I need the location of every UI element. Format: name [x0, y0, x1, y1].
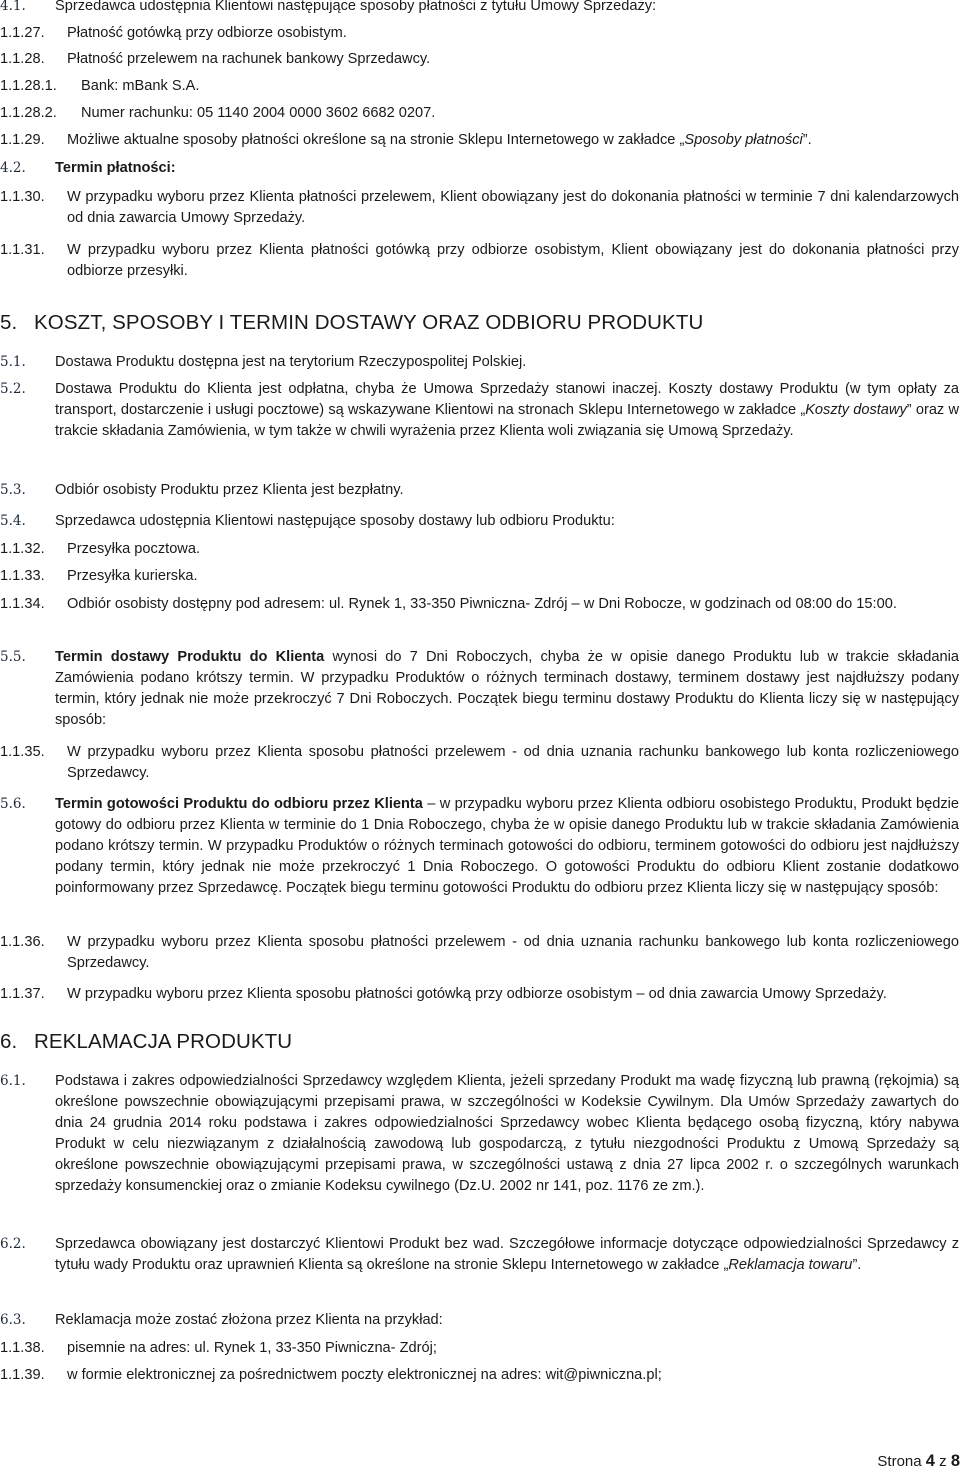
clause-text: Płatność gotówką przy odbiorze osobistym. [67, 25, 347, 41]
clause-text: W przypadku wyboru przez Klienta płatności przelewem, Klient obowiązany jest do dokonania płatności w terminie 7 dni kalendarzowych od dnia zawarcia Umowy Sprzedaży. [67, 189, 959, 226]
section-number: 6. [0, 1030, 18, 1053]
section-title: KOSZT, SPOSOBY I TERMIN DOSTAWY ORAZ ODBIORU PRODUKTU [34, 311, 704, 334]
clause-text: W przypadku wyboru przez Klienta płatności gotówką przy odbiorze osobistym, Klient obowiązany jest do dokonania płatności przy odbiorze przesyłki. [67, 242, 959, 279]
clause-text: Bank: mBank S.A. [81, 78, 200, 94]
clause-text: Sprzedawca udostępnia Klientowi następujące sposoby płatności z tytułu Umowy Sprzedaży: [55, 0, 657, 14]
clause-heading: Termin płatności: [55, 160, 176, 176]
clause-number: 1.1.33. [0, 568, 45, 584]
clause-number: 1.1.35. [0, 744, 45, 760]
clause-text: Dostawa Produktu dostępna jest na terytorium Rzeczypospolitej Polskiej. [55, 354, 527, 370]
clause-number: 1.1.29. [0, 132, 45, 148]
clause-number: 5.1. [0, 354, 26, 370]
clause-number: 1.1.32. [0, 541, 45, 557]
clause-text: w formie elektronicznej za pośrednictwem poczty elektronicznej na adres: wit@piwniczna.pl; [67, 1367, 662, 1383]
clause-text: W przypadku wyboru przez Klienta sposobu płatności przelewem - od dnia uznania rachunku bankowego lub konta rozliczeniowego Sprzedawcy. [67, 744, 959, 781]
clause-number: 5.6. [0, 796, 26, 812]
section-5-heading [0, 311, 703, 335]
total-pages: 8 [950, 1452, 960, 1470]
clause-number: 5.5. [0, 649, 26, 665]
clause-number: 1.1.30. [0, 189, 45, 205]
clause-text: pisemnie na adres: ul. Rynek 1, 33-350 Piwniczna- Zdrój; [67, 1340, 437, 1356]
clause-number: 1.1.28.2. [0, 105, 57, 121]
clause-number: 5.2. [0, 381, 26, 397]
clause-number: 6.1. [0, 1073, 26, 1089]
footer-label: Strona [877, 1453, 922, 1470]
clause-text: Sprzedawca udostępnia Klientowi następujące sposoby dostawy lub odbioru Produktu: [55, 513, 615, 529]
link-sposoby-platnosci[interactable]: Sposoby płatności [684, 132, 803, 148]
footer-separator: z [939, 1453, 947, 1470]
clause-number: 5.4. [0, 513, 26, 529]
clause-text: Odbiór osobisty dostępny pod adresem: ul. Rynek 1, 33-350 Piwniczna- Zdrój – w Dni Robocze, w godzinach od 08:00 do 15:00. [67, 596, 897, 612]
clause-number: 1.1.31. [0, 242, 45, 258]
clause-number: 1.1.34. [0, 596, 45, 612]
clause-text: W przypadku wyboru przez Klienta sposobu płatności gotówką przy odbiorze osobistym – od dnia zawarcia Umowy Sprzedaży. [67, 986, 887, 1002]
section-title: REKLAMACJA PRODUKTU [34, 1030, 293, 1053]
clause-text: W przypadku wyboru przez Klienta sposobu płatności przelewem - od dnia uznania rachunku bankowego lub konta rozliczeniowego Sprzedawcy. [67, 934, 959, 971]
current-page: 4 [925, 1452, 935, 1470]
clause-text: Płatność przelewem na rachunek bankowy Sprzedawcy. [67, 51, 431, 67]
clause-text: Sprzedawca obowiązany jest dostarczyć Klientowi Produkt bez wad. Szczegółowe informacje dotyczące odpowiedzialności Sprzedawcy z tytułu wady Produktu oraz uprawnień Klienta są określone na stronie Sklepu Internetowego w zakładce „Reklamacja towaru”. [55, 1236, 959, 1273]
clause-number: 1.1.28.1. [0, 78, 57, 94]
clause-number: 4.1. [0, 0, 26, 14]
clause-number: 1.1.39. [0, 1367, 45, 1383]
link-reklamacja-towaru[interactable]: Reklamacja towaru [728, 1257, 853, 1273]
page-footer [877, 1451, 960, 1472]
clause-number: 1.1.27. [0, 25, 45, 41]
clause-text: Reklamacja może zostać złożona przez Klienta na przykład: [55, 1312, 443, 1328]
clause-number: 5.3. [0, 482, 26, 498]
clause-text: Możliwe aktualne sposoby płatności określone są na stronie Sklepu Internetowego w zakładce „Sposoby płatności”. [67, 132, 812, 148]
clause-text: Numer rachunku: 05 1140 2004 0000 3602 6682 0207. [81, 105, 436, 121]
clause-number: 1.1.38. [0, 1340, 45, 1356]
section-number: 5. [0, 311, 18, 334]
clause-text: Przesyłka kurierska. [67, 568, 198, 584]
link-koszty-dostawy[interactable]: Koszty dostawy [805, 402, 907, 418]
clause-text: Dostawa Produktu do Klienta jest odpłatna, chyba że Umowa Sprzedaży stanowi inaczej. Koszty dostawy Produktu (w tym opłaty za transport, dostarczenie i usługi pocztowe) są wskazywane Klientowi na stronach Sklepu Internetowego w zakładce „Koszty dostawy” oraz w trakcie składania Zamówienia, w tym także w chwili wyrażenia przez Klienta woli związania się Umową Sprzedaży. [55, 381, 959, 439]
clause-text: Podstawa i zakres odpowiedzialności Sprzedawcy względem Klienta, jeżeli sprzedany Produkt ma wadę fizyczną lub prawną (rękojmia) są określone powszechnie obowiązującymi przepisami prawa, w szczególności w Kodeksie Cywilnym. Dla Umów Sprzedaży zawartych do dnia 24 grudnia 2014 roku podstawa i zakres odpowiedzialności Sprzedawcy wobec Klienta będącego osobą fizyczną, który nabywa Produkt w celu niezwiązanym z działalnością zawodową lub gospodarczą, z tytułu niezgodności Produktu z Umową Sprzedaży są określone powszechnie obowiązującymi przepisami prawa, w szczególności ustawą z dnia 27 lipca 2002 r. o szczególnych warunkach sprzedaży konsumenckiej oraz o zmianie Kodeksu cywilnego (Dz.U. 2002 nr 141, poz. 1176 ze zm.). [55, 1073, 959, 1194]
clause-number: 6.2. [0, 1236, 26, 1252]
clause-number: 1.1.28. [0, 51, 45, 67]
clause-number: 1.1.36. [0, 934, 45, 950]
clause-text: Odbiór osobisty Produktu przez Klienta jest bezpłatny. [55, 482, 404, 498]
clause-text: Przesyłka pocztowa. [67, 541, 201, 557]
section-6-heading [0, 1030, 292, 1054]
clause-text: Termin dostawy Produktu do Klienta wynosi do 7 Dni Roboczych, chyba że w opisie danego Produktu lub w trakcie składania Zamówienia podano krótszy termin. W przypadku Produktów o różnych terminach dostawy, terminem dostawy jest najdłuższy podany termin, który jednak nie może przekroczyć 7 Dni Roboczych. Początek biegu terminu dostawy Produktu do Klienta liczy się w następujący sposób: [55, 649, 960, 728]
clause-number: 6.3. [0, 1312, 26, 1328]
clause-text: Termin gotowości Produktu do odbioru przez Klienta – w przypadku wyboru przez Klienta odbioru osobistego Produktu, Produkt będzie gotowy do odbioru przez Klienta w terminie do 1 Dnia Roboczego, chyba że w opisie danego Produktu lub w trakcie składania Zamówienia podano krótszy termin. W przypadku Produktów o różnych terminach gotowości do odbioru, terminem gotowości do odbioru jest najdłuższy podany termin, który jednak nie może przekroczyć 1 Dnia Roboczego. O gotowości Produktu do odbioru Klient zostanie dodatkowo poinformowany przez Sprzedawcę. Początek biegu terminu gotowości Produktu do odbioru przez Klienta liczy się w następujący sposób: [55, 796, 959, 896]
clause-number: 1.1.37. [0, 986, 45, 1002]
clause-number: 4.2. [0, 160, 26, 176]
